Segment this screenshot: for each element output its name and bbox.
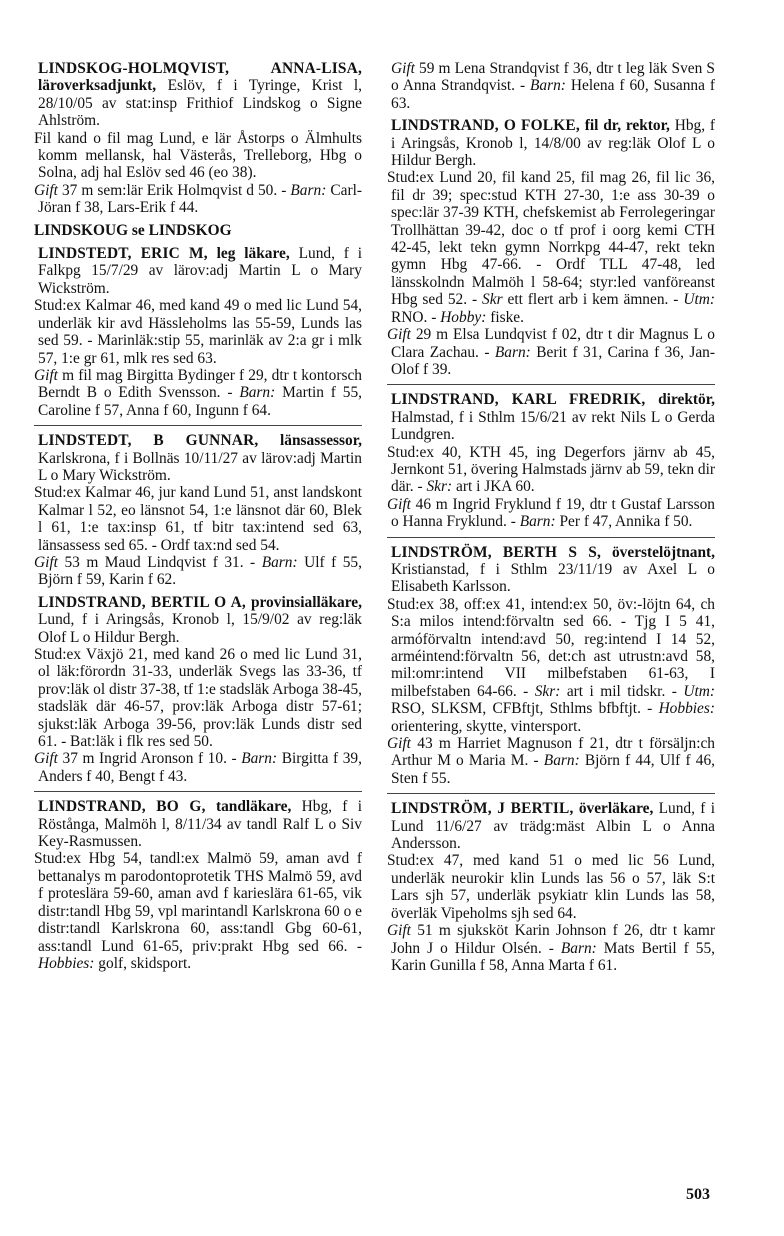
entry-intro <box>34 245 362 297</box>
barn-text: Mats Bertil f 55, Karin Gunilla f 58, Anna Marta f 61. <box>391 939 715 974</box>
entry-divider <box>387 537 715 538</box>
entry-intro-text: Kristianstad, f i Sthlm 23/11/19 av Axel L o Elisabeth Karlsson. <box>391 560 715 596</box>
barn-label: Barn: <box>519 513 556 531</box>
entry-title: överläkare, <box>578 800 654 818</box>
career-text: Stud:ex Hbg 54, tandl:ex Malmö 59, aman avd f bettanalys m parodontoprotetik THS Malmö 59, avd f proteslära 59-60, aman avd f karieslära 61-65, vik distr:tandl Hbg 59, vpl marintandl Karlskrona 60 o e distr:tandl Karlskrona 60, ass:tandl Gbg 60-61, ass:tandl Lund 61-65, priv:prakt Hbg sed 66. - <box>34 850 362 955</box>
entry-intro-text: Hbg, f i Aringsås, Kronob l, 14/8/00 av reg:läk Olof L o Hildur Bergh. <box>391 117 715 170</box>
hobbies-label: Hobbies: <box>38 954 95 972</box>
entry-intro-text: Halmstad, f i Sthlm 15/6/21 av rekt Nils L o Gerda Lundgren. <box>391 408 715 444</box>
gift-text: 53 m Maud Lindqvist f 31. - <box>64 553 256 571</box>
gift-label: Gift <box>34 366 58 384</box>
entry-family <box>387 735 715 787</box>
gift-text: 37 m sem:lär Erik Holmqvist d 50. - <box>61 181 287 199</box>
cross-reference: LINDSKOUG se LINDSKOG <box>34 221 232 239</box>
entry-name: LINDSTRÖM, J BERTIL, <box>391 800 574 818</box>
entry-name: LINDSTEDT, ERIC M, <box>38 245 208 263</box>
barn-label: Barn: <box>530 77 566 95</box>
entry-intro <box>34 798 362 850</box>
entry-lindstrom-berth <box>387 544 715 788</box>
entry-family <box>387 922 715 974</box>
entry-name: LINDSTRAND, KARL FREDRIK, <box>391 391 646 409</box>
barn-text: Björn f 44, Ulf f 46, Sten f 55. <box>391 752 715 787</box>
utm-label: Utm: <box>683 291 715 309</box>
gift-text: 59 m Lena Strandqvist f 36, dtr t leg läk Sven S o Anna Strandqvist. - <box>391 60 715 95</box>
entry-career: Stud:ex 47, med kand 51 o med lic 56 Lund, underläk neurokir klin Lunds las 56 o 57, läk S:t Lars sjh 57, underläk psykiatr klin Lunds las 58, överläk Vipeholms sjh sed 64. <box>387 852 715 922</box>
entry-intro <box>34 594 362 646</box>
utm-text: RNO. - <box>391 308 437 326</box>
entry-intro <box>387 117 715 169</box>
entry-lindskog-holmqvist <box>34 60 362 217</box>
barn-text: Carl-Jöran f 38, Lars-Erik f 44. <box>38 181 362 217</box>
entry-lindstedt-gunnar <box>34 432 362 589</box>
entry-career: Stud:ex Kalmar 46, jur kand Lund 51, anst landskont Kalmar l 52, eo länsnot 54, 1:e länsnot där 60, Blek l 61, 1:e tax:insp 61, tf bitr tax:intend sed 63, länsassess sed 65. - Ordf tax:nd sed 54. <box>34 484 362 554</box>
entry-intro <box>34 432 362 484</box>
entry-name: LINDSTRAND, BERTIL O A, <box>38 593 246 611</box>
entry-title: länsassessor, <box>280 432 362 450</box>
entry-name: LINDSTRÖM, BERTH S S, <box>391 543 602 561</box>
entry-intro <box>387 544 715 596</box>
entry-intro-text: Eslöv, f i Tyringe, Krist l, 28/10/05 av stat:insp Frithiof Lindskog o Signe Ahlström. <box>38 77 362 130</box>
entry-title: leg läkare, <box>216 245 290 263</box>
skr-text: art i mil tidskr. - <box>566 682 677 700</box>
entry-name: LINDSTEDT, B GUNNAR, <box>38 432 259 450</box>
entry-intro-text: Lund, f i Lund 11/6/27 av trädg:mäst Albin L o Anna Andersson. <box>391 800 715 853</box>
hobby-label: Hobby: <box>440 308 487 326</box>
left-column <box>34 60 362 977</box>
barn-text: Per f 47, Annika f 50. <box>559 513 693 531</box>
barn-label: Barn: <box>560 939 597 957</box>
barn-text: Ulf f 55, Björn f 59, Karin f 62. <box>38 553 362 589</box>
entry-title: läroverksadjunkt, <box>38 77 157 95</box>
entry-career: Fil kand o fil mag Lund, e lär Åstorps o Älmhults komm mellansk, hal Västerås, Trelleborg, Hbg o Solna, adj hal Eslöv sed 46 (eo 38). <box>34 129 362 182</box>
entry-family <box>387 496 715 531</box>
barn-label: Barn: <box>290 181 327 199</box>
gift-label: Gift <box>387 495 411 513</box>
barn-label: Barn: <box>241 750 278 768</box>
career-text: Stud:ex 38, off:ex 41, intend:ex 50, öv:-löjtn 64, ch S:a milos intend:förvaltn sed 66. - Tjg I 5 41, armóförvaltn intend:avd 50, reg:intend I 14 52, arméintend:förvaltn 56, det:ch ast utrustn:avd 58, mil:omr:intend VII milbefstaben 61-63, I milbefstaben 64-66. - <box>387 595 715 700</box>
entry-intro-text: Hbg, f i Röstånga, Malmöh l, 8/11/34 av tandl Ralf L o Siv Key-Rasmussen. <box>38 798 362 851</box>
entry-lindstrand-folke <box>387 117 715 378</box>
gift-label: Gift <box>34 553 58 571</box>
entry-lindstedt-eric <box>34 245 362 419</box>
entry-title: fil dr, rektor, <box>584 117 670 135</box>
entry-divider <box>34 791 362 792</box>
utm-label: Utm: <box>683 682 715 700</box>
barn-text: Birgitta f 39, Anders f 40, Bengt f 43. <box>38 750 362 785</box>
entry-family <box>387 60 715 112</box>
entry-name: LINDSKOG-HOLMQVIST, ANNA-LISA, <box>38 60 362 77</box>
gift-label: Gift <box>391 60 415 77</box>
gift-text: 51 m sjuksköt Karin Johnson f 26, dtr t kamr John J o Hildur Olsén. - <box>391 922 715 957</box>
barn-text: Martin f 55, Caroline f 57, Anna f 60, Ingunn f 64. <box>38 384 362 419</box>
hobbies-text: orientering, skytte, vintersport. <box>391 717 582 735</box>
barn-label: Barn: <box>494 343 531 361</box>
gift-label: Gift <box>387 326 411 344</box>
entry-lindstrand-karl <box>387 391 715 530</box>
entry-title: överstelöjtnant, <box>611 543 715 561</box>
barn-text: Helena f 60, Susanna f 63. <box>391 77 715 112</box>
gift-label: Gift <box>34 750 58 768</box>
entry-lindstrand-bertil <box>34 594 362 785</box>
entry-divider <box>387 793 715 794</box>
entry-family <box>34 750 362 785</box>
entry-family <box>34 367 362 419</box>
entry-intro-text: Lund, f i Aringsås, Kronob l, 15/9/02 av reg:läk Olof L o Hildur Bergh. <box>38 611 362 646</box>
entry-divider <box>34 425 362 426</box>
career-text: Stud:ex Lund 20, fil kand 25, fil mag 26, fil lic 36, fil dr 39; spec:stud KTH 27-30, 1:e ass 30-39 o spec:lär 37-39 KTH, chefskemist ab Ferrolegeringar Trollhättan 39-42, doc o tf prof i oorg kemi CTH 42-45, lekt tekn gymn Norrkpg 44-47, rekt tekn gymn Hbg 47-66. - Ordf TLL 47-48, led länsskolndn Malmöh l 58-64; styr:led vanföreanst Hbg sed 52. - <box>387 169 715 309</box>
entry-name: LINDSTRAND, O FOLKE, <box>391 117 580 135</box>
entry-career <box>387 596 715 735</box>
career-text: Stud:ex 40, KTH 45, ing Degerfors järnv ab 45, Jernkont 51, övering Halmstads järnv ab 59, tekn dir där. - <box>387 443 715 496</box>
barn-label: Barn: <box>239 384 276 402</box>
gift-text: 37 m Ingrid Aronson f 10. - <box>62 750 237 768</box>
entry-intro-text: Lund, f i Falkpg 15/7/29 av lärov:adj Martin L o Mary Wickström. <box>38 245 362 297</box>
skr-label: Skr: <box>534 682 561 700</box>
entry-family <box>34 554 362 589</box>
entry-career <box>34 850 362 972</box>
entry-title: tandläkare, <box>215 798 292 816</box>
barn-label: Barn: <box>543 752 580 770</box>
entry-intro-text: Karlskrona, f i Bollnäs 10/11/27 av lärov:adj Martin L o Mary Wickström. <box>38 449 362 484</box>
entry-intro <box>387 800 715 852</box>
gift-text: m fil mag Birgitta Bydinger f 29, dtr t kontorsch Berndt B o Edith Svensson. - <box>38 366 362 402</box>
entry-title: direktör, <box>658 391 715 409</box>
entry-family <box>387 326 715 378</box>
utm-text: RSO, SLKSM, CFBftjt, Sthlms bfbftjt. - <box>391 700 653 718</box>
entry-name: LINDSTRAND, BO G, <box>38 798 206 816</box>
entry-lindstrand-bo <box>34 798 362 972</box>
entry-family <box>34 182 362 217</box>
entry-continued <box>387 60 715 112</box>
entry-career <box>387 444 715 496</box>
gift-text: 46 m Ingrid Fryklund f 19, dtr t Gustaf Larsson o Hanna Fryklund. - <box>391 495 715 531</box>
hobbies-text: golf, skidsport. <box>98 954 192 972</box>
entry-lindstrom-bertil <box>387 800 715 974</box>
entry-intro <box>387 391 715 443</box>
entry-title: provinsialläkare, <box>250 593 362 611</box>
entry-divider <box>387 384 715 385</box>
entry-intro <box>34 60 362 130</box>
skr-label: Skr <box>482 291 503 309</box>
entry-career: Stud:ex Kalmar 46, med kand 49 o med lic Lund 54, underläk kir avd Hässleholms las 55-59, Lunds las sed 59. - Marinläk:stip 55, marinläk av 2:a gr i mlk 57, 1:e gr 61, mlk res sed 63. <box>34 297 362 367</box>
skr-label: Skr: <box>426 478 453 496</box>
entry-career: Stud:ex Växjö 21, med kand 26 o med lic Lund 31, ol läk:förordn 31-33, underläk Svegs las 33-36, tf prov:läk ol distr 37-38, tf 1:e stadsläk Arboga 38-45, stadsläk där 46-57, prov:läk Arboga distr 57-61; sjukst:läk Arboga 39-56, prov:läk Lunds distr sed 61. - Bat:läk i flk res sed 50. <box>34 646 363 751</box>
barn-text: Berit f 31, Carina f 36, Jan-Olof f 39. <box>391 343 715 378</box>
barn-label: Barn: <box>261 553 298 571</box>
right-column <box>387 60 715 979</box>
gift-label: Gift <box>387 735 411 753</box>
skr-text: ett flert arb i kem ämnen. - <box>507 291 679 309</box>
entry-career <box>387 169 715 326</box>
gift-text: 43 m Harriet Magnuson f 21, dtr t försäljn:ch Arthur M o Maria M. - <box>391 735 715 770</box>
gift-label: Gift <box>387 922 411 940</box>
skr-text: art i JKA 60. <box>456 478 535 496</box>
page-number: 503 <box>686 1186 710 1203</box>
gift-text: 29 m Elsa Lundqvist f 02, dtr t dir Magnus L o Clara Zachau. - <box>391 326 715 361</box>
hobbies-label: Hobbies: <box>658 700 715 718</box>
hobby-text: fiske. <box>490 308 524 326</box>
gift-label: Gift <box>34 181 58 199</box>
